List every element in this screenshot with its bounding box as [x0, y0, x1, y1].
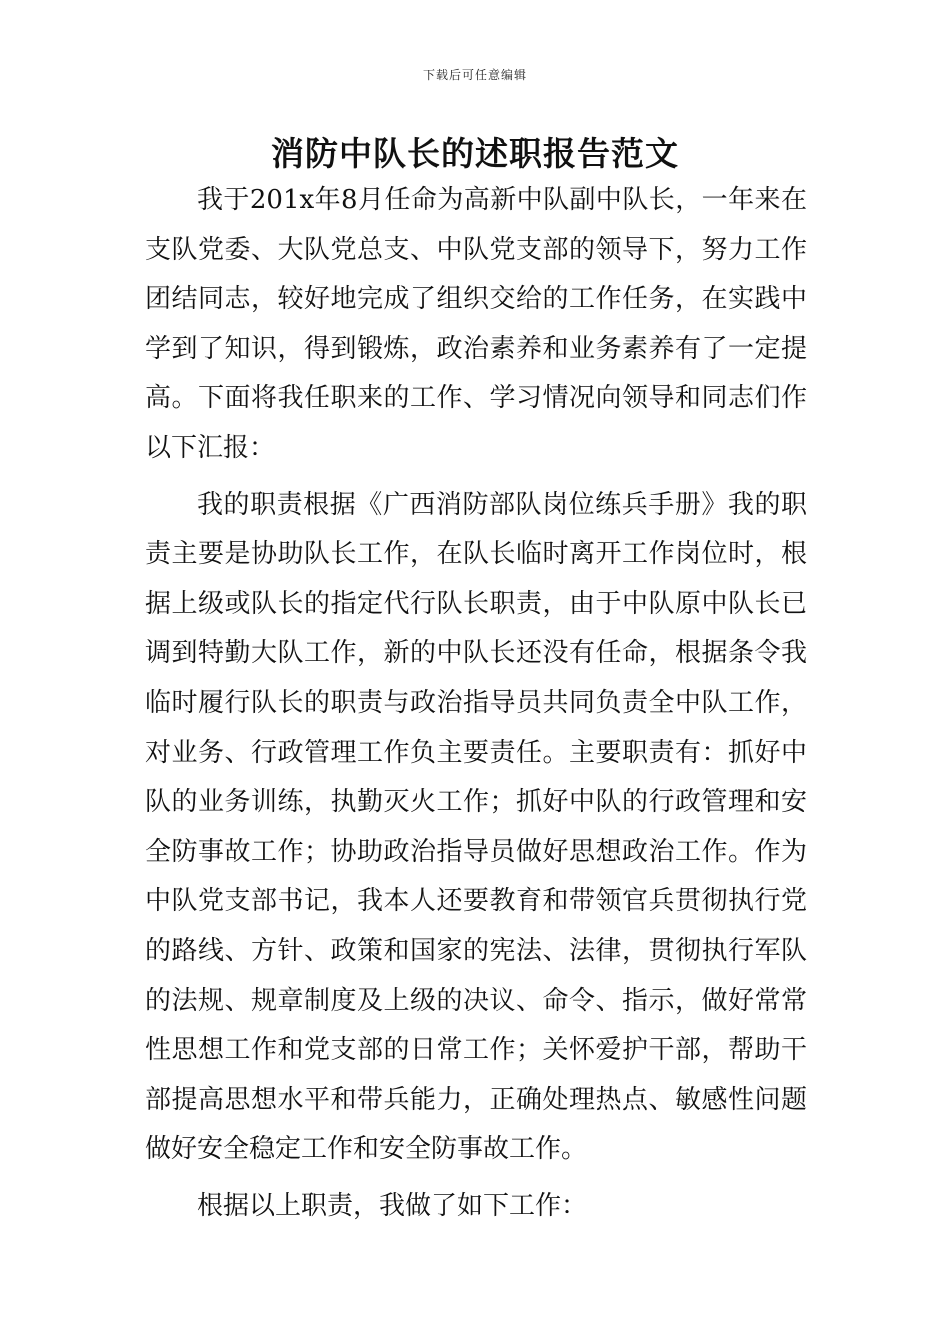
paragraph-work-lead: 根据以上职责，我做了如下工作：: [197, 1190, 588, 1221]
paragraph-duties: 我的职责根据《广西消防部队岗位练兵手册》我的职责主要是协助队长工作，在队长临时离开工作岗位时，根据上级或队长的指定代行队长职责，由于中队原中队长已调到特勤大队工作，新的中队长还没有任命，根据条令我临时履行队长的职责与政治指导员共同负责全中队工作，对业务、行政管理工作负主要责任。主要职责有：抓好中队的业务训练，执勤灭火工作；抓好中队的行政管理和安全防事故工作；协助政治指导员做好思想政治工作。作为中队党支部书记，我本人还要教育和带领官兵贯彻执行党的路线、方针、政策和国家的宪法、法律，贯彻执行军队的法规、规章制度及上级的决议、命令、指示，做好常常性思想工作和党支部的日常工作；关怀爱护干部，帮助干部提高思想水平和带兵能力，正确处理热点、敏感性问题做好安全稳定工作和安全防事故工作。: [145, 489, 807, 1165]
document-body: [145, 176, 807, 1231]
header-note: 下载后可任意编辑: [422, 68, 527, 82]
document-title: 消防中队长的述职报告范文: [271, 134, 679, 173]
paragraph-intro: 我于201x年8月任命为高新中队副中队长，一年来在支队党委、大队党总支、中队党支部的领导下，努力工作团结同志，较好地完成了组织交给的工作任务，在实践中学到了知识，得到锻炼，政治素养和业务素养有了一定提高。下面将我任职来的工作、学习情况向领导和同志们作以下汇报：: [145, 185, 807, 463]
